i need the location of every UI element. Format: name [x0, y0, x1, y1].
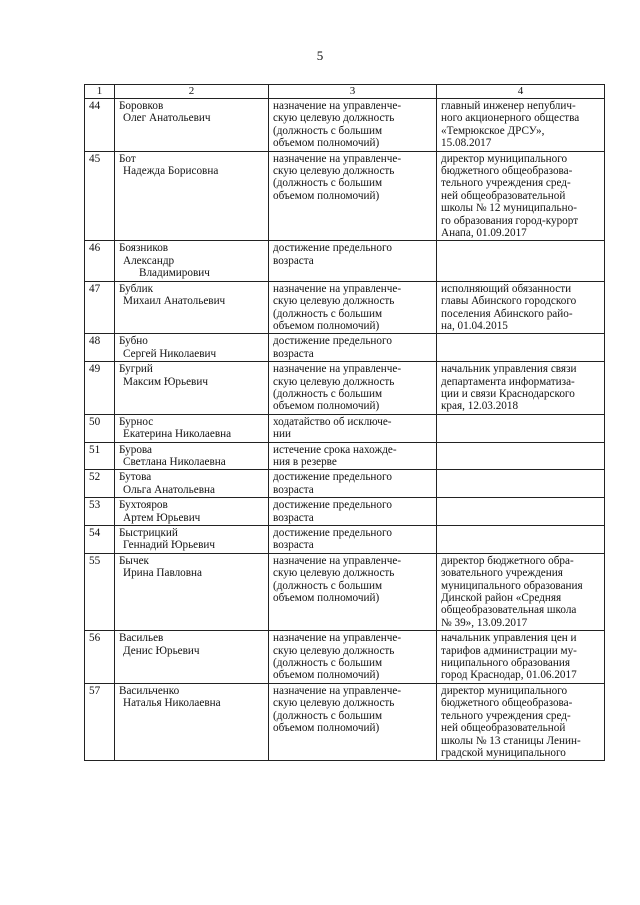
appointed-position: директор бюджетного обра- зовательного учреждения муниципального образования Динской район «Средняя общеобразовательная школа № 39», 13.09.2017	[437, 553, 605, 630]
person-name-line: Бухтояров	[119, 499, 168, 512]
table-row	[85, 442, 605, 470]
person-name-line: Бугрий	[119, 363, 153, 376]
table-row	[85, 683, 605, 760]
row-number: 49	[85, 362, 115, 415]
person-name-line: Михаил Анатольевич	[123, 295, 226, 308]
person-name-cell	[115, 631, 269, 684]
person-name-line: Артем Юрьевич	[123, 511, 201, 524]
page-number: 5	[316, 48, 324, 63]
appointed-position: директор муниципального бюджетного общеобразова- тельного учреждения сред- ней общеобразовательной школы № 13 станицы Ленин- градской муниципального	[437, 683, 605, 760]
table-row	[85, 241, 605, 281]
person-name-cell	[115, 99, 269, 152]
table-body	[85, 99, 605, 761]
exclusion-reason: назначение на управленче- скую целевую должность (должность с большим объемом полномочий)	[269, 99, 437, 152]
appointed-position	[437, 334, 605, 362]
exclusion-reason: ходатайство об исключе- нии	[269, 414, 437, 442]
row-number: 51	[85, 442, 115, 470]
appointed-position	[437, 442, 605, 470]
exclusion-reason: достижение предельного возраста	[269, 334, 437, 362]
exclusion-reason: назначение на управленче- скую целевую должность (должность с большим объемом полномочий)	[269, 631, 437, 684]
appointed-position: исполняющий обязанности главы Абинского городского поселения Абинского райо- на, 01.04.2015	[437, 281, 605, 334]
row-number: 54	[85, 526, 115, 554]
exclusion-reason: достижение предельного возраста	[269, 526, 437, 554]
exclusion-reason: достижение предельного возраста	[269, 241, 437, 281]
table-header-row	[85, 85, 605, 99]
column-header: 2	[115, 85, 269, 99]
exclusion-reason: назначение на управленче- скую целевую должность (должность с большим объемом полномочий)	[269, 151, 437, 241]
table-row	[85, 414, 605, 442]
table-row	[85, 362, 605, 415]
person-name-line: Бублик	[119, 282, 154, 295]
appointed-position: главный инженер непублич- ного акционерного общества «Темрюкское ДРСУ», 15.08.2017	[437, 99, 605, 152]
person-name-line: Денис Юрьевич	[123, 644, 200, 657]
person-name-line: Васильев	[119, 632, 164, 645]
person-name-line: Максим Юрьевич	[123, 375, 208, 388]
appointed-position	[437, 470, 605, 498]
person-name-cell	[115, 151, 269, 241]
appointed-position	[437, 498, 605, 526]
table-row	[85, 470, 605, 498]
table-row	[85, 498, 605, 526]
row-number: 53	[85, 498, 115, 526]
appointed-position: начальник управления связи департамента информатиза- ции и связи Краснодарского края, 12.03.2018	[437, 362, 605, 415]
person-name-cell	[115, 362, 269, 415]
person-name-cell	[115, 683, 269, 760]
exclusion-reason: истечение срока нахожде- ния в резерве	[269, 442, 437, 470]
exclusion-reason: назначение на управленче- скую целевую должность (должность с большим объемом полномочий)	[269, 683, 437, 760]
row-number: 47	[85, 281, 115, 334]
person-name-line: Ольга Анатольевна	[123, 483, 215, 496]
person-name-cell	[115, 442, 269, 470]
row-number: 56	[85, 631, 115, 684]
person-name-line: Боязников	[119, 242, 169, 255]
person-name-line: Бычек	[119, 554, 149, 567]
row-number: 52	[85, 470, 115, 498]
table-row	[85, 631, 605, 684]
table-row	[85, 526, 605, 554]
row-number: 57	[85, 683, 115, 760]
appointed-position: начальник управления цен и тарифов администрации му- ниципального образования город Краснодар, 01.06.2017	[437, 631, 605, 684]
person-name-line: Олег Анатольевич	[123, 112, 211, 125]
person-name-cell	[115, 526, 269, 554]
column-header: 1	[85, 85, 115, 99]
person-name-line: Сергей Николаевич	[123, 347, 217, 360]
person-name-cell	[115, 334, 269, 362]
exclusion-reason: достижение предельного возраста	[269, 498, 437, 526]
person-name-cell	[115, 470, 269, 498]
person-name-line: Бутова	[119, 471, 152, 484]
row-number: 55	[85, 553, 115, 630]
appointed-position	[437, 241, 605, 281]
table-row	[85, 553, 605, 630]
person-name-line: Васильченко	[119, 684, 180, 697]
person-name-cell	[115, 281, 269, 334]
person-name-cell	[115, 553, 269, 630]
exclusion-reason: назначение на управленче- скую целевую должность (должность с большим объемом полномочий)	[269, 281, 437, 334]
appointed-position	[437, 526, 605, 554]
person-name-line: Бот	[119, 152, 136, 165]
person-name-line: Ирина Павловна	[123, 567, 203, 580]
reserve-table	[84, 84, 605, 761]
person-name-line: Наталья Николаевна	[123, 697, 221, 710]
person-name-line: Бурова	[119, 443, 153, 456]
person-name-line: Бурнос	[119, 415, 154, 428]
row-number: 46	[85, 241, 115, 281]
person-name-cell	[115, 241, 269, 281]
appointed-position: директор муниципального бюджетного общеобразова- тельного учреждения сред- ней общеобразовательной школы № 12 муниципально- го образования город-курорт Анапа, 01.09.2017	[437, 151, 605, 241]
person-name-line: Светлана Николаевна	[123, 455, 226, 468]
exclusion-reason: назначение на управленче- скую целевую должность (должность с большим объемом полномочий)	[269, 553, 437, 630]
row-number: 50	[85, 414, 115, 442]
table-row	[85, 334, 605, 362]
row-number: 48	[85, 334, 115, 362]
exclusion-reason: достижение предельного возраста	[269, 470, 437, 498]
person-name-line: Боровков	[119, 100, 164, 112]
person-name-line: Александр	[123, 254, 175, 267]
row-number: 44	[85, 99, 115, 152]
person-name-line: Быстрицкий	[119, 527, 178, 539]
appointed-position	[437, 414, 605, 442]
exclusion-reason: назначение на управленче- скую целевую должность (должность с большим объемом полномочий)	[269, 362, 437, 415]
column-header: 4	[437, 85, 605, 99]
column-header: 3	[269, 85, 437, 99]
row-number: 45	[85, 151, 115, 241]
person-name-line: Надежда Борисовна	[123, 165, 219, 178]
person-name-line: Геннадий Юрьевич	[123, 539, 216, 552]
person-name-line: Владимирович	[139, 267, 210, 280]
person-name-line: Екатерина Николаевна	[123, 428, 232, 441]
table-row	[85, 281, 605, 334]
table-row	[85, 151, 605, 241]
person-name-line: Бубно	[119, 335, 148, 348]
person-name-cell	[115, 498, 269, 526]
person-name-cell	[115, 414, 269, 442]
table-row	[85, 99, 605, 152]
